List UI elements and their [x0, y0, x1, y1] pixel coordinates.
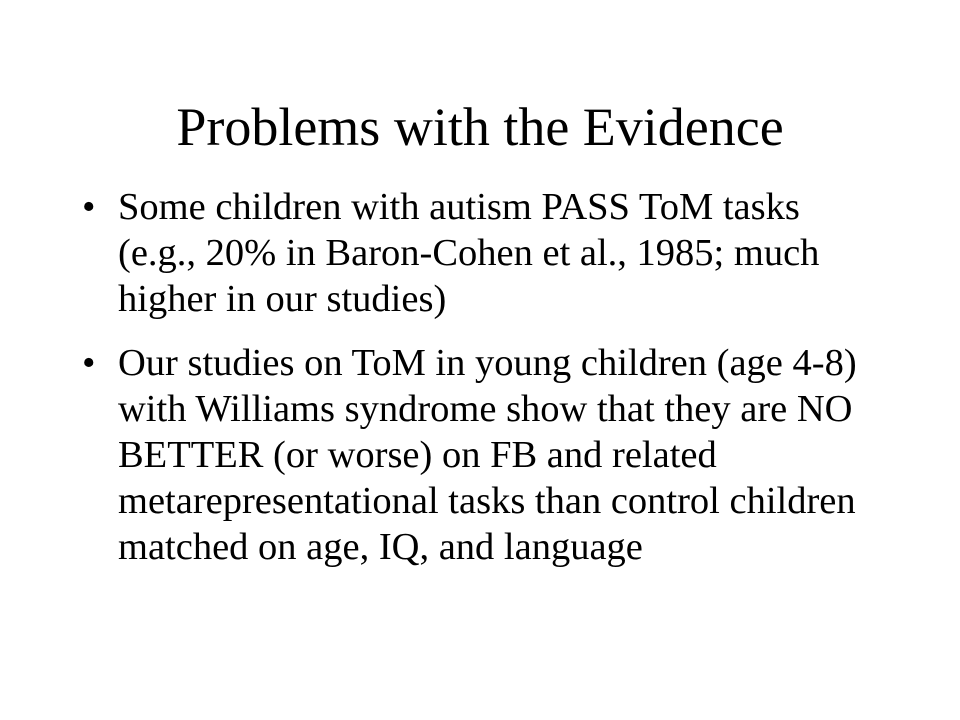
bullet-item	[82, 340, 882, 570]
bullet-dot-icon: •	[82, 342, 96, 384]
bullet-text: Some children with autism PASS ToM tasks (e.g., 20% in Baron-Cohen et al., 1985; much higher in our studies)	[118, 186, 820, 320]
bullet-dot-icon: •	[82, 186, 96, 228]
slide-title: Problems with the Evidence	[176, 97, 784, 157]
bullet-item	[82, 184, 882, 322]
bullet-text: Our studies on ToM in young children (age 4-8) with Williams syndrome show that they are NO BETTER (or worse) on FB and related metarepresentational tasks than control children matched on age, IQ, and language	[118, 342, 857, 568]
bullet-list	[82, 184, 882, 588]
